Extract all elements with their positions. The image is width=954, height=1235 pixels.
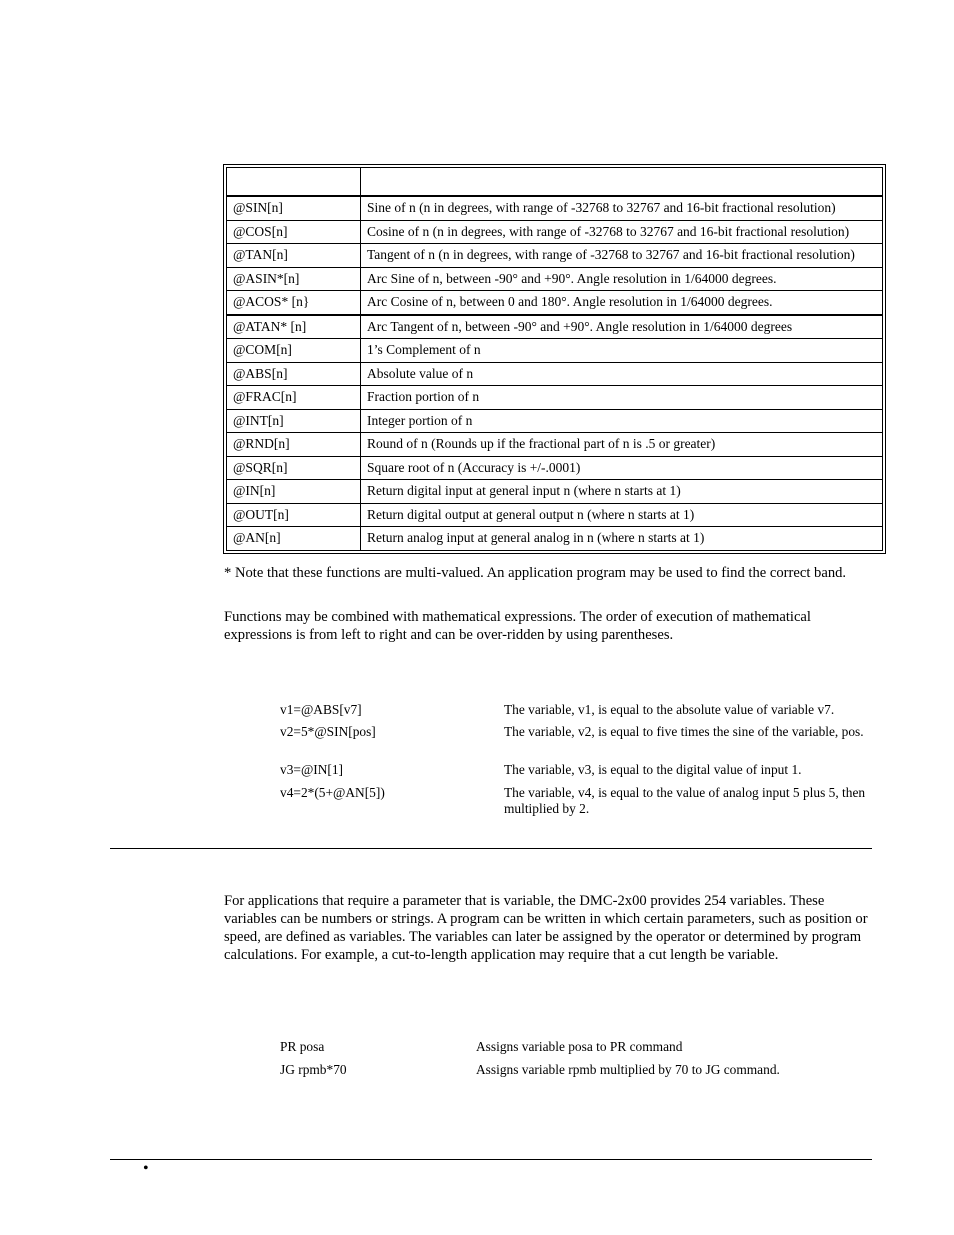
example-code: v4=2*(5+@AN[5]) xyxy=(280,785,385,800)
function-description: Round of n (Rounds up if the fractional part of n is .5 or greater) xyxy=(361,433,883,457)
example-description: The variable, v2, is equal to five times the sine of the variable, pos. xyxy=(504,724,864,739)
function-description: Return digital output at general output n (where n starts at 1) xyxy=(361,503,883,527)
function-name: @ATAN* [n] xyxy=(227,315,361,339)
combine-paragraph: Functions may be combined with mathematical expressions. The order of execution of mathematical expressions is from left to right and can be over-ridden by using parentheses. xyxy=(224,609,811,643)
table-row xyxy=(227,433,883,457)
function-name: @SQR[n] xyxy=(227,456,361,480)
example-code: JG rpmb*70 xyxy=(280,1062,347,1077)
function-description: Integer portion of n xyxy=(361,409,883,433)
footer-bullet: • xyxy=(143,1160,149,1177)
function-description: Square root of n (Accuracy is +/-.0001) xyxy=(361,456,883,480)
table-row xyxy=(227,339,883,363)
example-description: The variable, v3, is equal to the digital value of input 1. xyxy=(504,762,802,777)
function-description: Return analog input at general analog in n (where n starts at 1) xyxy=(361,527,883,551)
example-description: The variable, v1, is equal to the absolute value of variable v7. xyxy=(504,702,835,717)
function-name: @ACOS* [n} xyxy=(227,291,361,315)
table-header-row xyxy=(227,168,883,197)
function-name: @SIN[n] xyxy=(227,196,361,220)
example-code: v1=@ABS[v7] xyxy=(280,702,362,717)
function-description: Fraction portion of n xyxy=(361,386,883,410)
table-row xyxy=(227,480,883,504)
function-description: Tangent of n (n in degrees, with range of -32768 to 32767 and 16-bit fractional resolution) xyxy=(361,244,883,268)
table-row xyxy=(227,244,883,268)
function-description: Arc Tangent of n, between -90° and +90°. Angle resolution in 1/64000 degrees xyxy=(361,315,883,339)
function-description: Arc Cosine of n, between 0 and 180°. Angle resolution in 1/64000 degrees. xyxy=(361,291,883,315)
section-divider xyxy=(110,848,872,849)
function-name: @COM[n] xyxy=(227,339,361,363)
example-description: The variable, v4, is equal to the value of analog input 5 plus 5, then multiplied by 2. xyxy=(504,785,866,816)
function-name: @INT[n] xyxy=(227,409,361,433)
table-row xyxy=(227,196,883,220)
table-row xyxy=(227,291,883,315)
function-description: Cosine of n (n in degrees, with range of -32768 to 32767 and 16-bit fractional resolution) xyxy=(361,220,883,244)
functions-table xyxy=(223,164,886,554)
table-row xyxy=(227,362,883,386)
function-description: Arc Sine of n, between -90° and +90°. Angle resolution in 1/64000 degrees. xyxy=(361,267,883,291)
function-description: Return digital input at general input n (where n starts at 1) xyxy=(361,480,883,504)
function-name: @ABS[n] xyxy=(227,362,361,386)
table-row xyxy=(227,527,883,551)
function-name: @TAN[n] xyxy=(227,244,361,268)
multi-valued-note: * Note that these functions are multi-valued. An application program may be used to find the correct band. xyxy=(224,565,847,581)
example-code: v3=@IN[1] xyxy=(280,762,344,777)
function-name: @OUT[n] xyxy=(227,503,361,527)
function-description: Absolute value of n xyxy=(361,362,883,386)
table-row xyxy=(227,503,883,527)
example-code: PR posa xyxy=(280,1039,325,1054)
example-description: Assigns variable posa to PR command xyxy=(476,1039,683,1054)
function-name: @ASIN*[n] xyxy=(227,267,361,291)
table-row xyxy=(227,409,883,433)
table-row xyxy=(227,386,883,410)
footer-divider xyxy=(110,1159,872,1160)
table-row xyxy=(227,220,883,244)
variables-paragraph: For applications that require a parameter that is variable, the DMC-2x00 provides 254 variables. These variables can be numbers or strings. A program can be written in which certain parameters, such as position or speed, are defined as variables. The variables can later be assigned by the operator or determined by program calculations. For example, a cut-to-length application may require that a cut length be variable. xyxy=(224,893,868,963)
example-description: Assigns variable rpmb multiplied by 70 to JG command. xyxy=(476,1062,780,1077)
table-row xyxy=(227,267,883,291)
table-header-cell xyxy=(227,168,361,197)
function-name: @COS[n] xyxy=(227,220,361,244)
function-name: @RND[n] xyxy=(227,433,361,457)
table-row xyxy=(227,456,883,480)
table-row xyxy=(227,315,883,339)
function-description: 1’s Complement of n xyxy=(361,339,883,363)
function-description: Sine of n (n in degrees, with range of -32768 to 32767 and 16-bit fractional resolution) xyxy=(361,196,883,220)
function-name: @AN[n] xyxy=(227,527,361,551)
function-name: @FRAC[n] xyxy=(227,386,361,410)
function-name: @IN[n] xyxy=(227,480,361,504)
table-header-cell xyxy=(361,168,883,197)
example-code: v2=5*@SIN[pos] xyxy=(280,724,376,739)
